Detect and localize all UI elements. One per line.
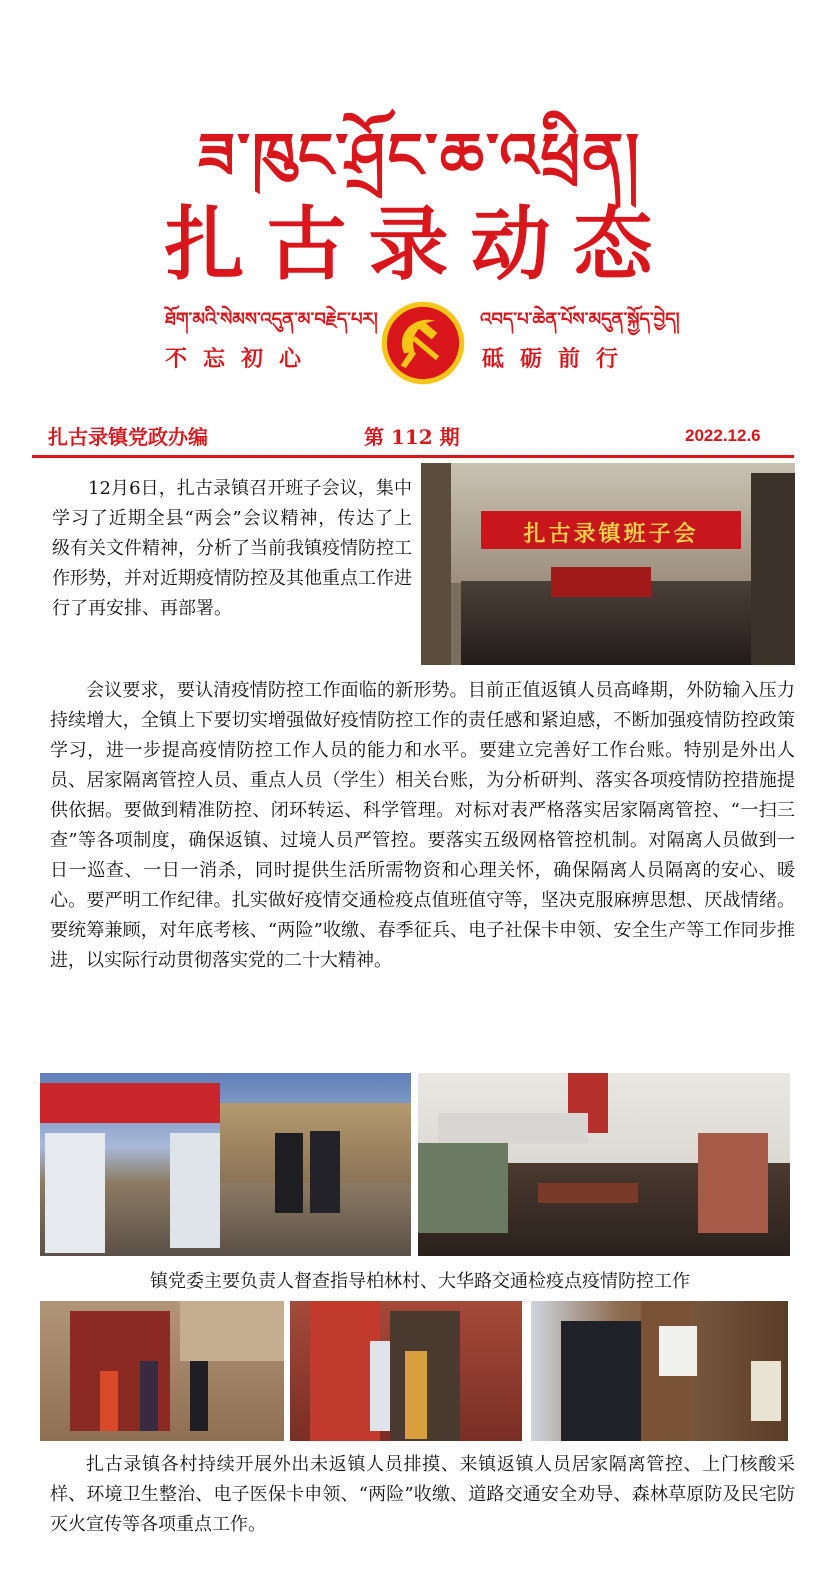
party-emblem-icon bbox=[380, 300, 466, 386]
tibetan-masthead: ཟ་ཁུང་ཤྲོང་ཆ་འཕྲིན། bbox=[197, 119, 642, 192]
editor-label: 扎古录镇党政办编 bbox=[48, 425, 208, 449]
village-photo-2 bbox=[290, 1301, 522, 1441]
article-paragraph-2: 会议要求，要认清疫情防控工作面临的新形势。目前正值返镇人员高峰期，外防输入压力持续增大，全镇上下要切实增强做好疫情防控工作的责任感和紧迫感，不断加强疫情防控政策学习，进一步提高疫情防控工作人员的能力和水平。要建立完善好工作台账。特别是外出人员、居家隔离管控人员、重点人员（学生）相关台账，为分析研判、落实各项疫情防控措施提供依据。要做到精准防控、闭环转运、科学管理。对标对表严格落实居家隔离管控、“一扫三查”等各项制度，确保返镇、过境人员严管控。要落实五级网格管控机制。对隔离人员做到一日一巡查、一日一消杀，同时提供生活所需物资和心理关怀，确保隔离人员隔离的安心、暖心。要严明工作纪律。扎实做好疫情交通检疫点值班值守等，坚决克服麻痹思想、厌战情绪。要统筹兼顾，对年底考核、“两险”收缴、春季征兵、电子社保卡申领、安全生产等工作同步推进，以实际行动贯彻落实党的二十大精神。 bbox=[50, 680, 795, 971]
header-divider bbox=[32, 455, 794, 458]
article-paragraph-3: 扎古录镇各村持续开展外出未返镇人员排摸、来镇返镇人员居家隔离管控、上门核酸采样、环境卫生整治、电子医保卡申领、“两险”收缴、道路交通安全劝导、森林草原防及民宅防灭火宣传等各项重点工作。 bbox=[50, 1454, 795, 1535]
masthead-title: 扎古录动态 bbox=[164, 198, 675, 291]
issue-date: 2022.12.6 bbox=[685, 426, 761, 445]
slogan-right: 砥砺前行 bbox=[482, 347, 635, 372]
issue-number: 第 112 期 bbox=[364, 425, 460, 449]
meeting-banner: 扎古录镇班子会 bbox=[523, 522, 699, 547]
article-paragraph-1: 12月6日，扎古录镇召开班子会议，集中学习了近期全县“两会”会议精神，传达了上级有关文件精神，分析了当前我镇疫情防控工作形势，并对近期疫情防控及其他重点工作进行了再安排、再部署。 bbox=[52, 478, 412, 619]
office-photo bbox=[418, 1073, 790, 1256]
slogan-right-tibetan: འབད་པ་ཆེན་པོས་མདུན་སྐྱོད་བྱེད། bbox=[480, 309, 680, 330]
slogan-left: 不忘初心 bbox=[165, 347, 318, 372]
village-photo-1 bbox=[40, 1301, 284, 1441]
slogan-left-tibetan: ཐོག་མའི་སེམས་འདུན་མ་བརྗེད་པར། bbox=[165, 309, 378, 330]
checkpoint-photo bbox=[40, 1073, 411, 1256]
village-photo-3 bbox=[531, 1301, 788, 1441]
meeting-photo bbox=[421, 463, 795, 665]
photo-caption: 镇党委主要负责人督查指导柏林村、大华路交通检疫点疫情防控工作 bbox=[150, 1271, 690, 1292]
